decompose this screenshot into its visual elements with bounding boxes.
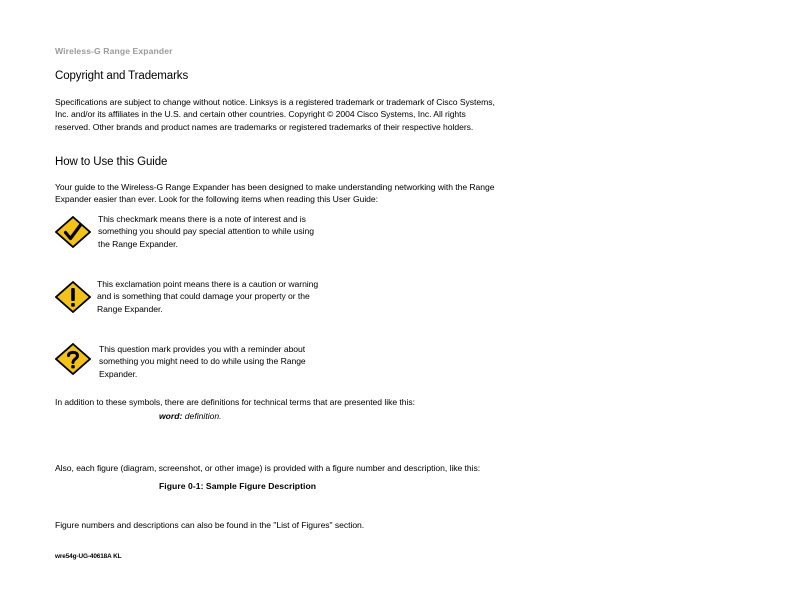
symbol-row-checkmark [55,212,325,254]
figures-note: Figure numbers and descriptions can also be found in the "List of Figures" section. [55,520,365,530]
copyright-section-title: Copyright and Trademarks [55,70,189,82]
definition-sample [159,411,222,421]
exclamation-icon [55,281,91,313]
footer-doc-code: wre54g-UG-40618A KL [55,553,122,560]
guide-intro-paragraph: Your guide to the Wireless-G Range Expander has been designed to make understanding networking with the Range Expander easier than ever. Look for the following items when reading this User Guide: [55,182,495,205]
guide-section-title: How to Use this Guide [55,156,168,168]
checkmark-description: This checkmark means there is a note of interest and is something you should pay special attention to while using the Range Expander. [98,214,314,249]
figures-intro: Also, each figure (diagram, screenshot, or other image) is provided with a figure number and description, like this: [55,463,481,473]
checkmark-icon [55,216,91,248]
symbol-row-question [55,343,325,385]
question-mark-icon [55,343,91,375]
sample-figure-caption: Figure 0-1: Sample Figure Description [159,481,317,491]
definitions-intro: In addition to these symbols, there are definitions for technical terms that are presented like this: [55,397,415,407]
definition-text: definition. [182,411,222,421]
exclamation-description: This exclamation point means there is a caution or warning and is something that could damage your property or the Range Expander. [97,279,319,314]
definition-term: word: [159,411,183,421]
symbol-row-exclamation [55,277,325,319]
copyright-paragraph: Specifications are subject to change without notice. Linksys is a registered trademark or trademark of Cisco Systems, Inc. and/or its affiliates in the U.S. and certain other countries. Copyright © 2004 Cisco Systems, Inc. All rights reserved. Other brands and product names are trademarks or registered trademarks of their respective holders. [55,97,495,132]
running-header: Wireless-G Range Expander [55,46,173,56]
question-mark-description: This question mark provides you with a reminder about something you might need to do while using the Range Expander. [99,344,306,379]
